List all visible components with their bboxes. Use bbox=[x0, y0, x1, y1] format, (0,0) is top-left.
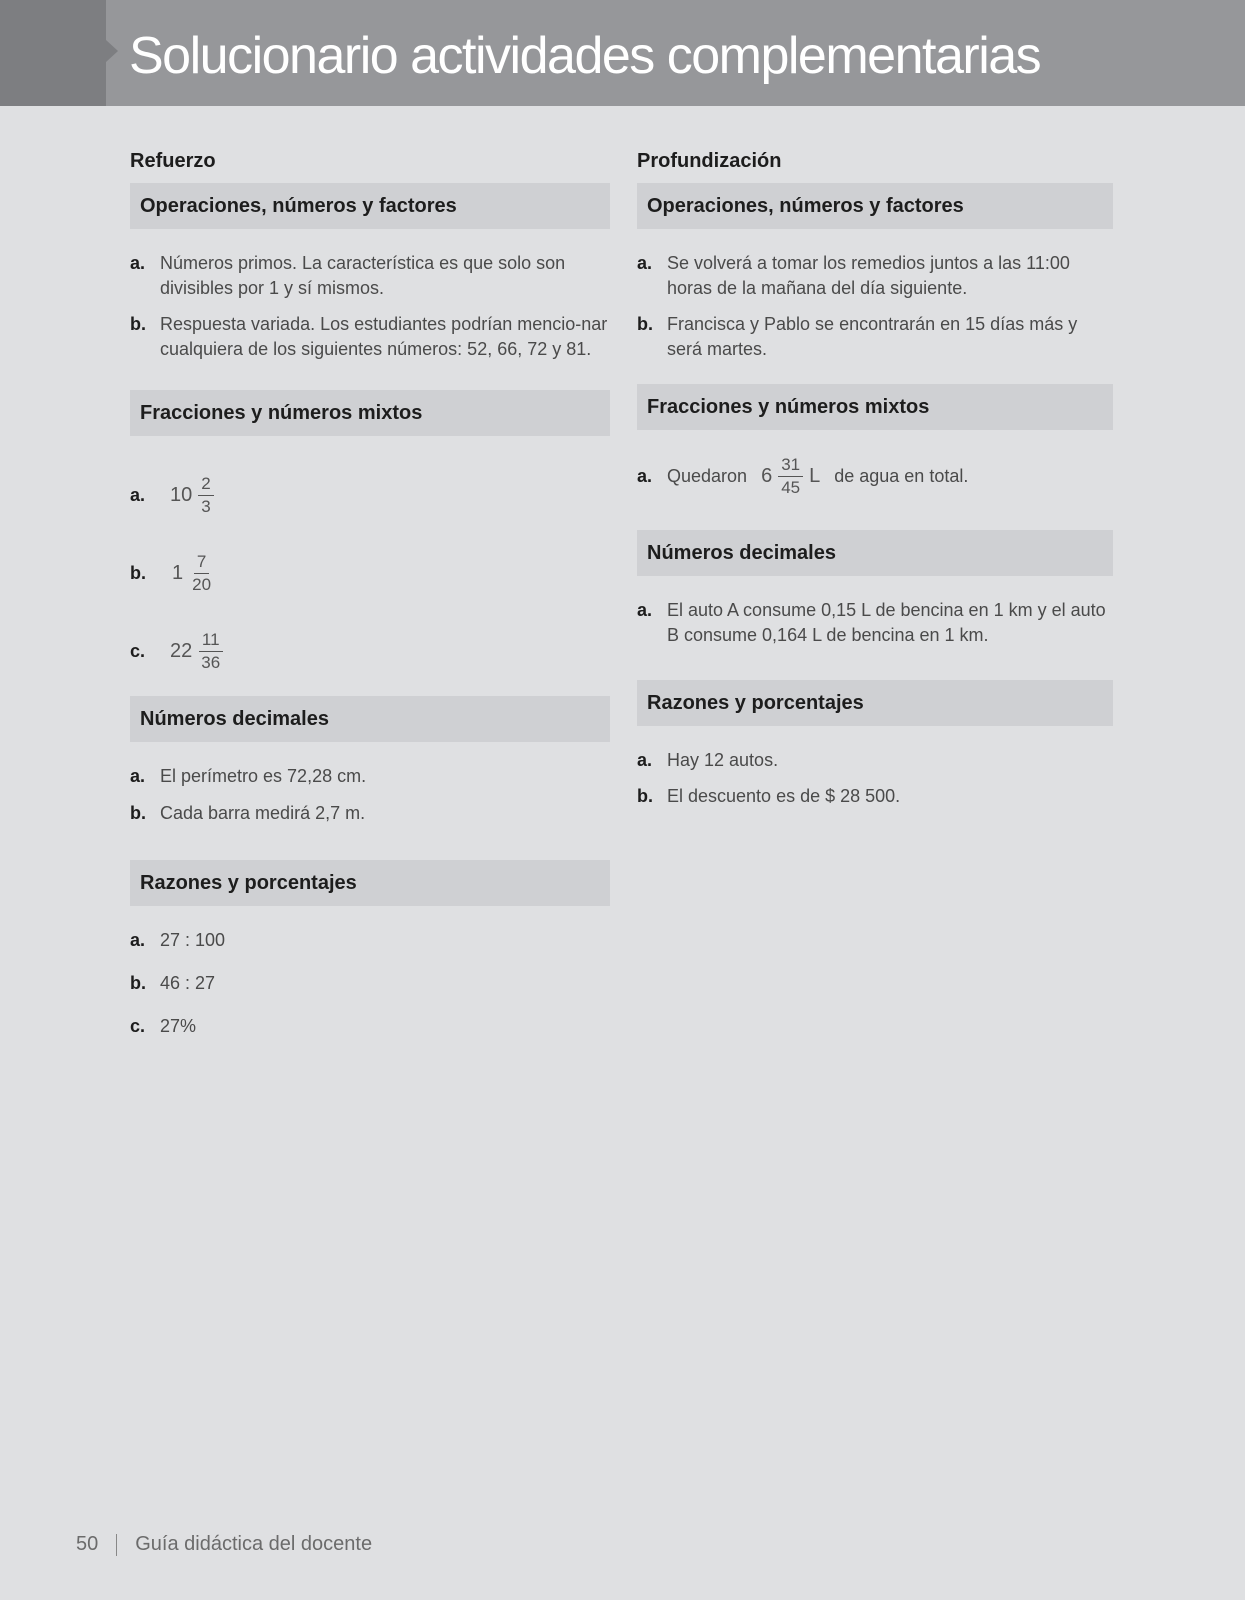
list-item bbox=[130, 612, 610, 690]
list-item bbox=[130, 456, 610, 534]
fraction bbox=[189, 551, 214, 596]
section-heading: Números decimales bbox=[130, 696, 610, 742]
list-item bbox=[637, 748, 1113, 773]
item-text: El descuento es de $ 28 500. bbox=[667, 786, 901, 806]
denominator: 3 bbox=[201, 496, 211, 516]
list-item bbox=[130, 801, 610, 826]
item-label: b. bbox=[130, 803, 146, 823]
mixed-number bbox=[761, 454, 820, 499]
denominator: 20 bbox=[192, 574, 212, 594]
item-label: b. bbox=[637, 314, 653, 334]
refuerzo-column bbox=[130, 148, 610, 1039]
list-item bbox=[130, 971, 610, 996]
section-heading: Operaciones, números y factores bbox=[130, 183, 610, 229]
item-label: a. bbox=[637, 600, 653, 620]
page-header bbox=[0, 0, 1245, 106]
whole-part: 1 bbox=[172, 561, 184, 584]
item-label: b. bbox=[637, 786, 653, 806]
numerator: 7 bbox=[194, 551, 209, 574]
item-text: 46 : 27 bbox=[160, 973, 216, 993]
footer-divider bbox=[116, 1534, 117, 1556]
list-item bbox=[130, 928, 610, 953]
item-label: b. bbox=[130, 562, 146, 583]
page-number: 50 bbox=[76, 1533, 99, 1555]
item-text: Respuesta variada. Los estudiantes podrían mencio-nar cualquiera de los siguientes números: 52, 66, 72 y 81. bbox=[160, 314, 608, 359]
item-text: de agua en total. bbox=[834, 465, 969, 486]
whole-part: 22 bbox=[170, 639, 193, 662]
list-item bbox=[637, 251, 1113, 301]
item-text: 27% bbox=[160, 1016, 197, 1036]
item-text: El auto A consume 0,15 L de bencina en 1 km y el auto B consume 0,164 L de bencina en 1 km. bbox=[667, 600, 1106, 645]
item-text: Números primos. La característica es que solo son divisibles por 1 y sí mismos. bbox=[160, 253, 566, 298]
whole-part: 6 bbox=[761, 464, 773, 487]
mixed-number bbox=[170, 629, 223, 674]
whole-part: 10 bbox=[170, 483, 193, 506]
item-label: a. bbox=[637, 465, 653, 486]
section-heading: Operaciones, números y factores bbox=[637, 183, 1113, 229]
item-label: a. bbox=[637, 253, 653, 273]
profundizacion-column bbox=[637, 148, 1113, 809]
item-label: a. bbox=[130, 253, 146, 273]
list-item bbox=[637, 312, 1113, 362]
item-text: 27 : 100 bbox=[160, 930, 226, 950]
list-item bbox=[130, 251, 610, 301]
header-arrow-icon bbox=[106, 40, 118, 62]
list-item bbox=[130, 764, 610, 789]
item-label: a. bbox=[130, 930, 146, 950]
item-label: a. bbox=[130, 766, 146, 786]
numerator: 2 bbox=[198, 473, 213, 496]
item-text: Francisca y Pablo se encontrarán en 15 días más y será martes. bbox=[667, 314, 1078, 359]
section-heading: Razones y porcentajes bbox=[637, 680, 1113, 726]
page-title: Solucionario actividades complementarias bbox=[129, 27, 1041, 85]
mixed-number bbox=[172, 551, 214, 596]
section-heading: Fracciones y números mixtos bbox=[130, 390, 610, 436]
item-label: c. bbox=[130, 1016, 146, 1036]
item-label: a. bbox=[130, 484, 146, 505]
item-text: Hay 12 autos. bbox=[667, 750, 779, 770]
section-heading: Números decimales bbox=[637, 530, 1113, 576]
numerator: 31 bbox=[778, 454, 803, 477]
list-item bbox=[637, 448, 1113, 504]
item-text: Se volverá a tomar los remedios juntos a las 11:00 horas de la mañana del día siguiente. bbox=[667, 253, 1070, 298]
item-text: El perímetro es 72,28 cm. bbox=[160, 766, 367, 786]
denominator: 36 bbox=[201, 652, 221, 672]
item-label: c. bbox=[130, 640, 146, 661]
fraction bbox=[198, 629, 223, 674]
fraction bbox=[778, 454, 803, 499]
list-item bbox=[637, 784, 1113, 809]
unit-label: L bbox=[809, 464, 821, 487]
list-item bbox=[130, 1014, 610, 1039]
fraction bbox=[198, 473, 213, 518]
level-title: Refuerzo bbox=[130, 150, 216, 172]
item-text: Quedaron bbox=[667, 465, 748, 486]
item-label: b. bbox=[130, 314, 146, 334]
list-item bbox=[130, 312, 610, 362]
footer-text: Guía didáctica del docente bbox=[135, 1533, 373, 1555]
item-label: a. bbox=[637, 750, 653, 770]
numerator: 11 bbox=[199, 629, 223, 652]
list-item bbox=[130, 534, 610, 612]
list-item bbox=[637, 598, 1113, 648]
section-heading: Fracciones y números mixtos bbox=[637, 384, 1113, 430]
item-label: b. bbox=[130, 973, 146, 993]
item-text: Cada barra medirá 2,7 m. bbox=[160, 803, 366, 823]
mixed-number bbox=[170, 473, 214, 518]
page-footer bbox=[76, 1533, 372, 1556]
level-title: Profundización bbox=[637, 150, 782, 172]
section-heading: Razones y porcentajes bbox=[130, 860, 610, 906]
header-tab bbox=[0, 0, 106, 106]
denominator: 45 bbox=[781, 477, 801, 497]
